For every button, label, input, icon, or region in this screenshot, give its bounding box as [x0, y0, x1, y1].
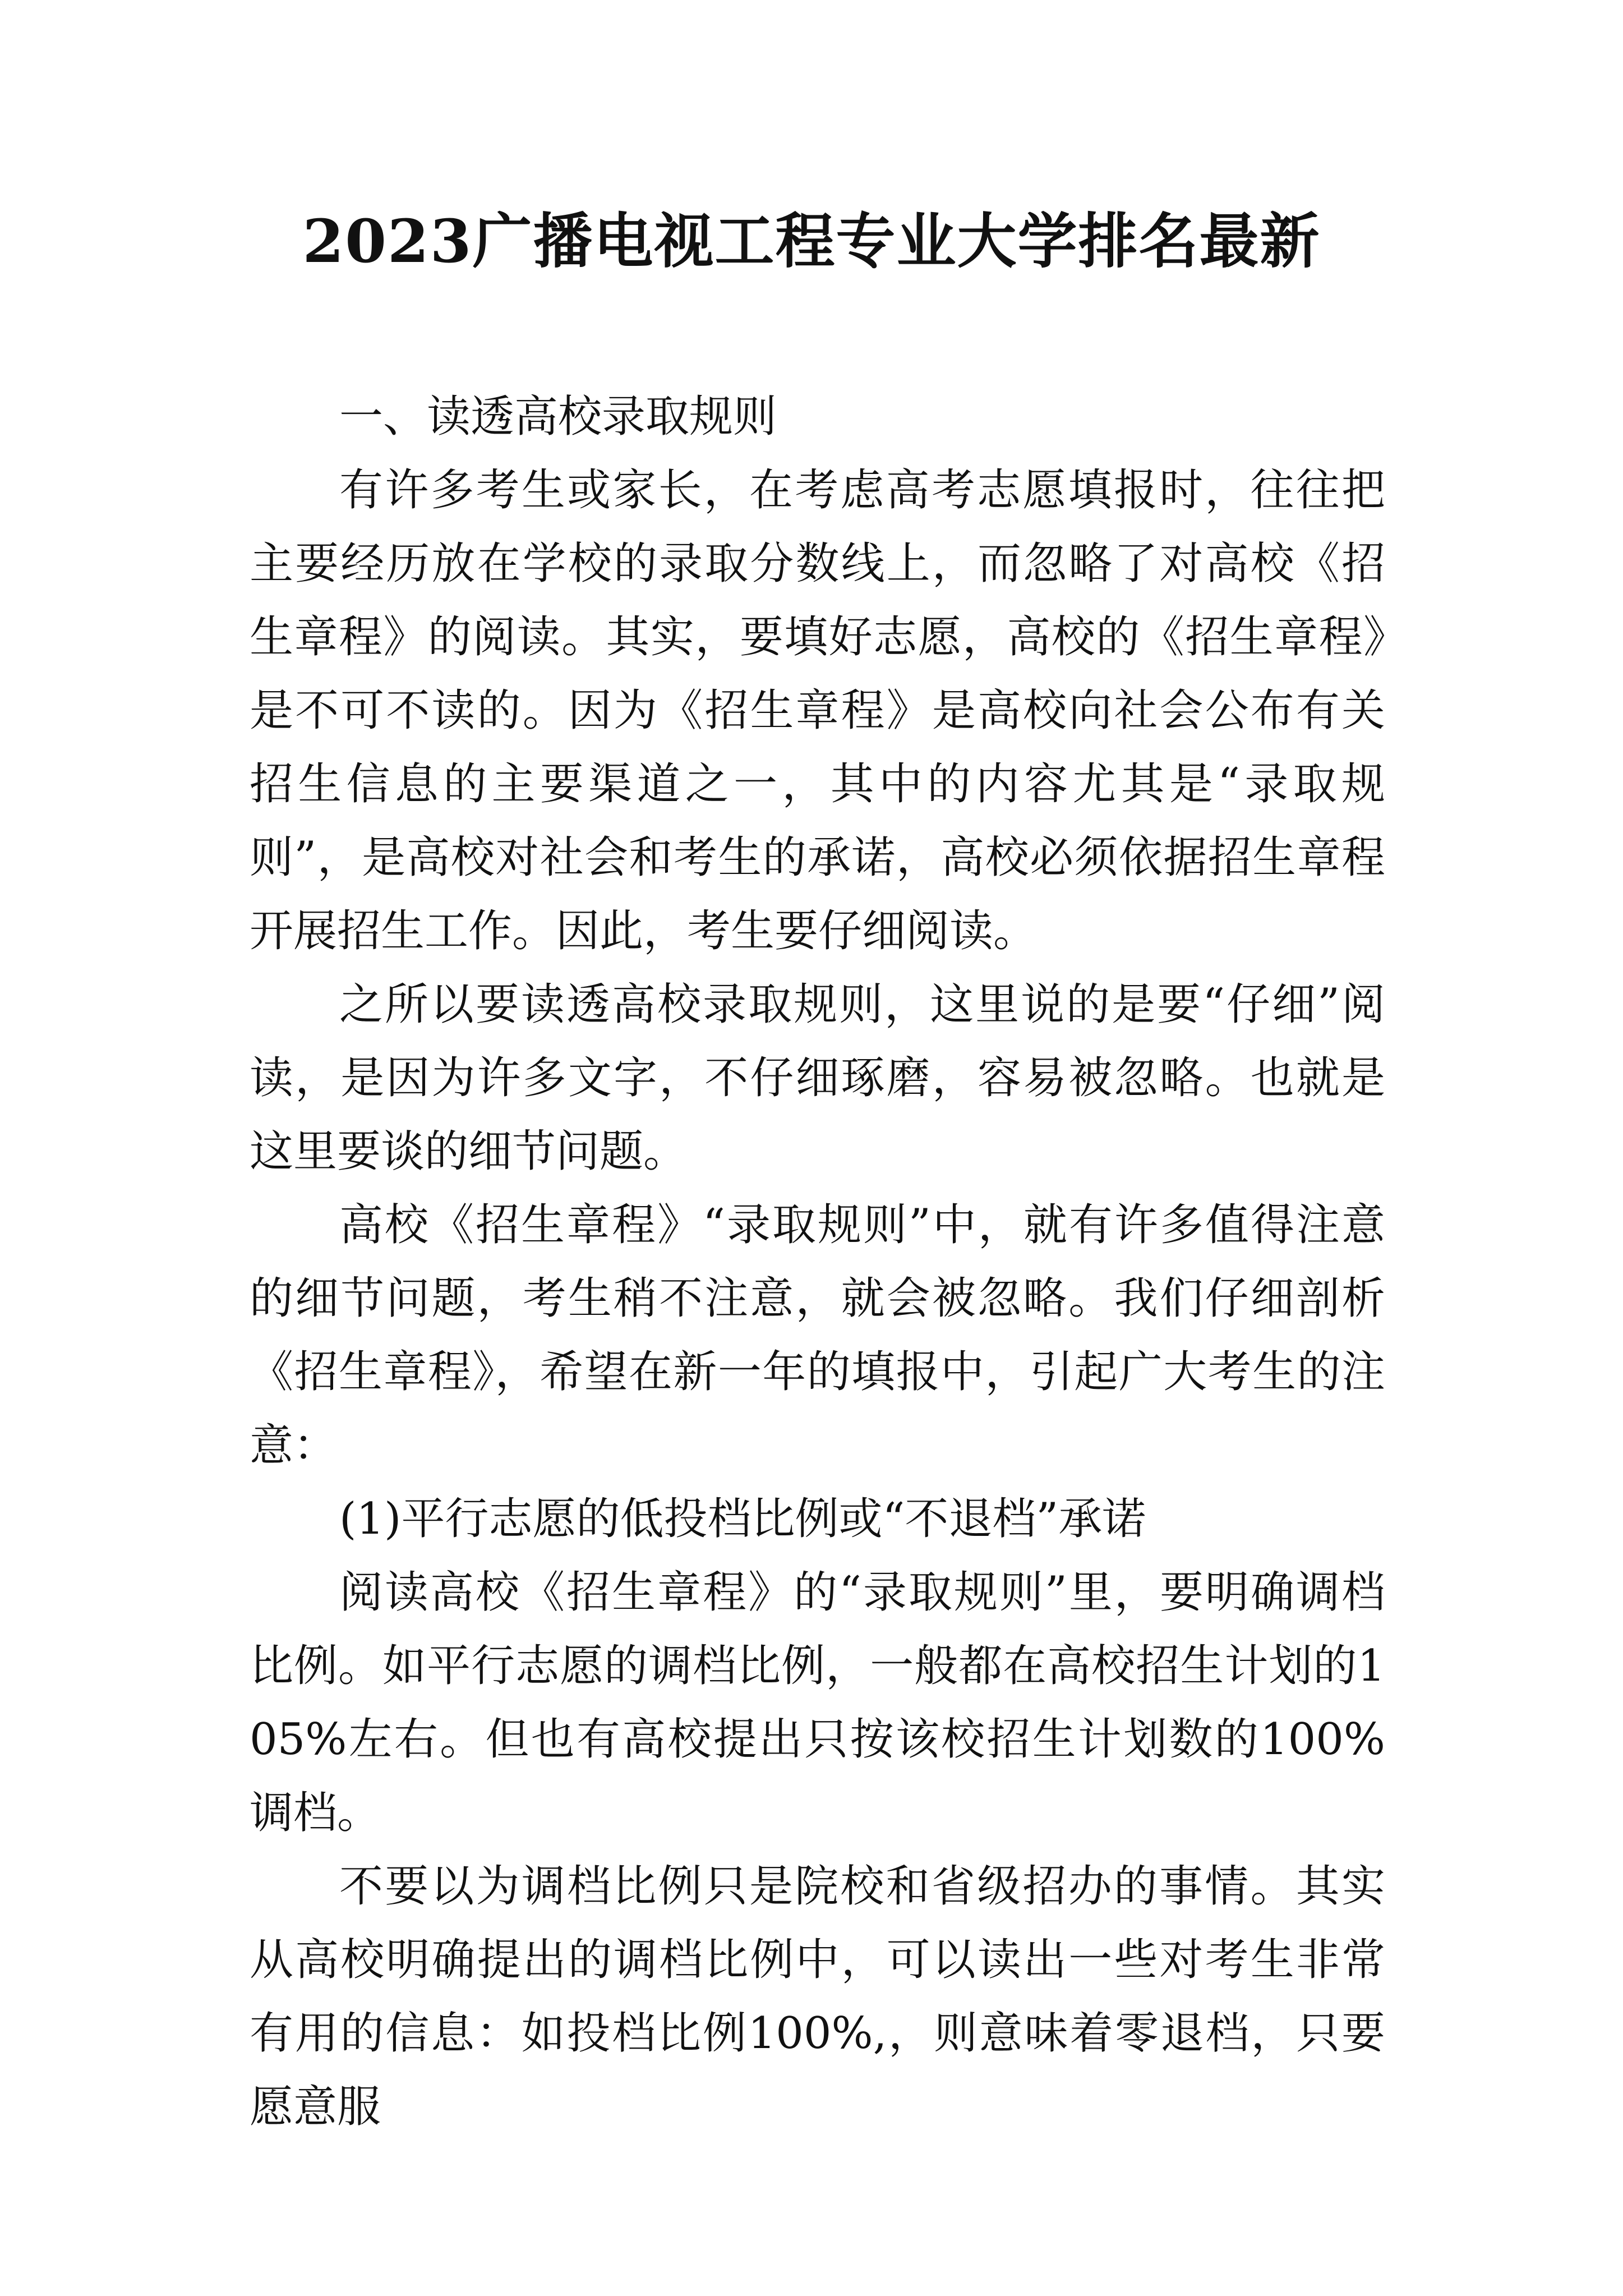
document-title: 2023广播电视工程专业大学排名最新: [302, 206, 1321, 276]
document-body: [250, 380, 1385, 2144]
paragraph-careful-reading: 之所以要读透高校录取规则，这里说的是要“仔细”阅读，是因为许多文字，不仔细琢磨，容易被忽略。也就是这里要谈的细节问题。: [250, 979, 1385, 1177]
section-heading-1: 一、读透高校录取规则: [339, 392, 777, 442]
paragraph-intro: 有许多考生或家长，在考虑高考志愿填报时，往往把主要经历放在学校的录取分数线上，而忽略了对高校《招生章程》的阅读。其实，要填好志愿，高校的《招生章程》是不可不读的。因为《招生章程》是高校向社会公布有关招生信息的主要渠道之一，其中的内容尤其是“录取规则”，是高校对社会和考生的承诺，高校必须依据招生章程开展招生工作。因此，考生要仔细阅读。: [250, 465, 1385, 956]
paragraph-ratio: 阅读高校《招生章程》的“录取规则”里，要明确调档比例。如平行志愿的调档比例，一般都在高校招生计划的105%左右。但也有高校提出只按该校招生计划数的100%调档。: [250, 1567, 1385, 1838]
paragraph-ratio-info: 不要以为调档比例只是院校和省级招办的事情。其实从高校明确提出的调档比例中，可以读出一些对考生非常有用的信息：如投档比例100%,，则意味着零退档，只要愿意服: [250, 1861, 1385, 2132]
paragraph-details: 高校《招生章程》“录取规则”中，就有许多值得注意的细节问题，考生稍不注意，就会被忽略。我们仔细剖析《招生章程》，希望在新一年的填报中，引起广大考生的注意：: [250, 1200, 1385, 1471]
subheading-1: (1)平行志愿的低投档比例或“不退档”承诺: [339, 1494, 1146, 1544]
